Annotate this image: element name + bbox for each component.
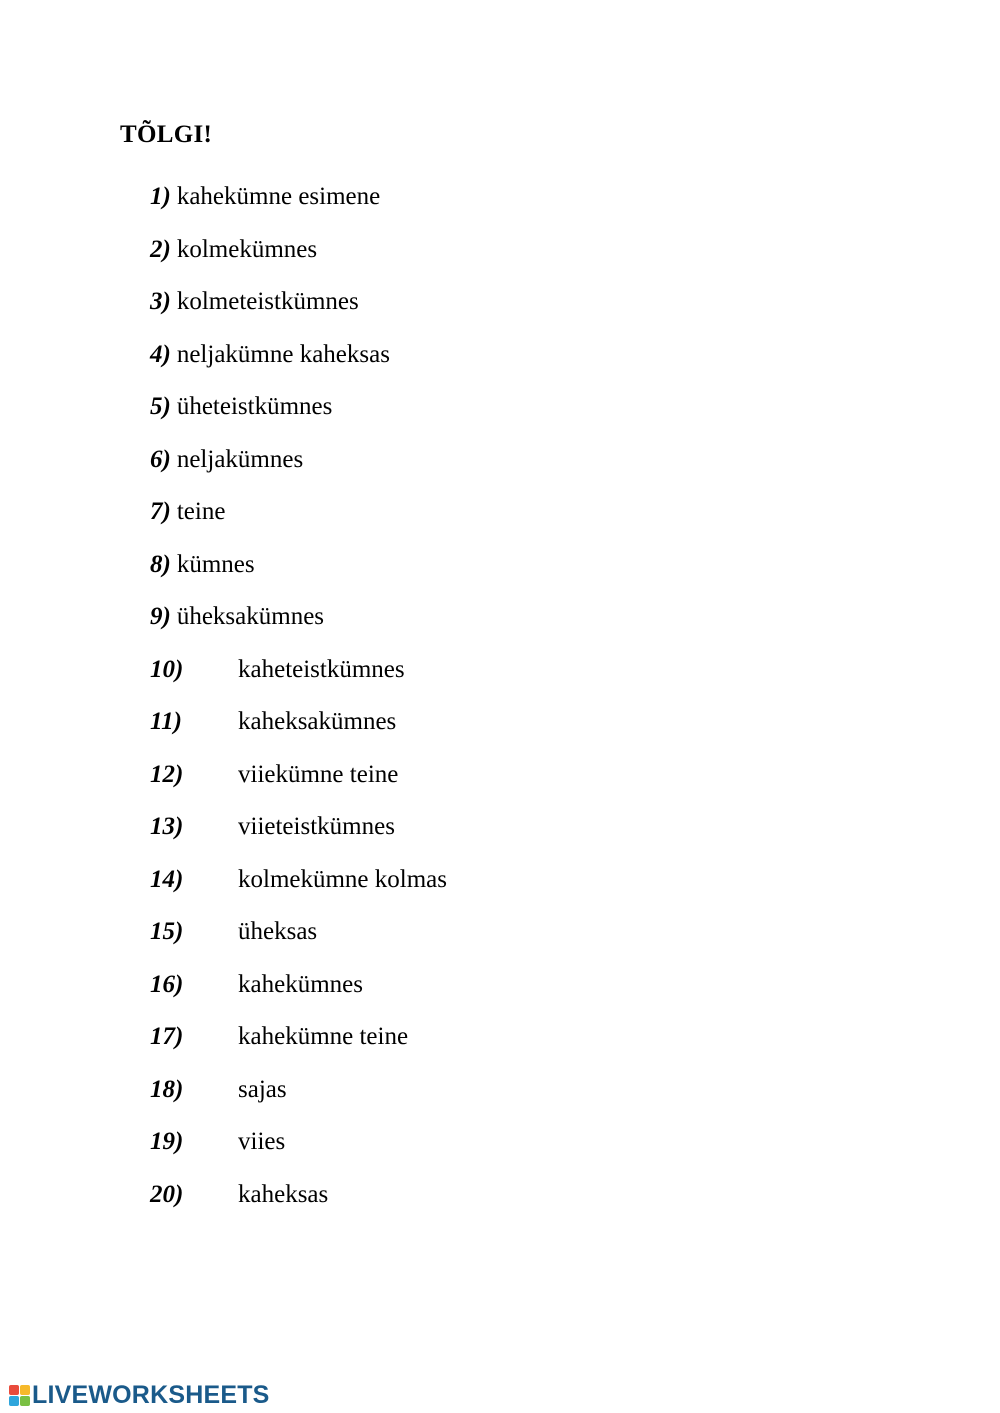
item-number: 14) [150, 865, 184, 893]
item-number: 6) [150, 445, 171, 473]
item-number: 7) [150, 498, 171, 525]
item-number: 19) [150, 1128, 184, 1155]
list-item [150, 1022, 447, 1075]
list-item [150, 655, 447, 708]
item-number: 15) [150, 918, 184, 945]
item-number: 2) [150, 235, 171, 263]
item-text: kaheksakümnes [238, 708, 397, 735]
list-item [150, 812, 447, 865]
list-item [150, 1127, 447, 1180]
item-number: 16) [150, 970, 184, 998]
item-number: 17) [150, 1023, 184, 1050]
item-text: neljakümne kaheksas [176, 340, 390, 368]
footer-branding [8, 1381, 270, 1409]
item-number: 20) [150, 1180, 184, 1208]
list-item [150, 1180, 447, 1233]
list-item [150, 1075, 447, 1128]
item-number: 4) [150, 340, 171, 368]
item-text: üheteistkümnes [176, 393, 333, 420]
list-item [150, 445, 447, 498]
item-text: kahekümne esimene [176, 183, 381, 210]
item-text: kolmeteistkümnes [176, 288, 359, 315]
item-number: 12) [150, 760, 184, 788]
list-item [150, 970, 447, 1023]
item-number: 13) [150, 813, 184, 840]
list-item [150, 497, 447, 550]
list-item [150, 550, 447, 603]
item-number: 8) [150, 550, 171, 578]
item-number: 1) [150, 183, 171, 210]
item-text: üheksakümnes [176, 603, 325, 630]
item-text: kolmekümnes [176, 235, 318, 263]
list-item [150, 707, 447, 760]
item-text: neljakümnes [176, 445, 304, 473]
list-item [150, 760, 447, 813]
item-text: kolmekümne kolmas [238, 865, 447, 893]
translation-list [150, 182, 447, 1232]
list-item [150, 182, 447, 235]
list-item [150, 235, 447, 288]
item-number: 10) [150, 655, 184, 683]
list-item [150, 392, 447, 445]
item-text: kümnes [176, 550, 255, 578]
item-text: üheksas [238, 918, 318, 945]
item-number: 9) [150, 603, 171, 630]
item-number: 3) [150, 288, 171, 315]
item-text: kahekümnes [238, 970, 363, 998]
item-text: viiekümne teine [238, 760, 399, 788]
list-item [150, 865, 447, 918]
list-item [150, 287, 447, 340]
list-item [150, 340, 447, 393]
item-number: 18) [150, 1075, 184, 1103]
item-text: sajas [238, 1075, 287, 1103]
item-number: 5) [150, 393, 171, 420]
list-item [150, 917, 447, 970]
liveworksheets-logo[interactable]: LIVEWORKSHEETS [32, 1380, 270, 1409]
item-number: 11) [150, 708, 182, 735]
item-text: viies [238, 1128, 286, 1155]
item-text: teine [176, 498, 226, 525]
item-text: kahekümne teine [238, 1023, 409, 1050]
liveworksheets-logo-icon [8, 1384, 30, 1406]
item-text: kaheksas [238, 1180, 329, 1208]
list-item [150, 602, 447, 655]
page-title: TÕLGI! [120, 121, 213, 148]
item-text: kaheteistkümnes [238, 655, 405, 683]
item-text: viieteistkümnes [238, 813, 395, 840]
